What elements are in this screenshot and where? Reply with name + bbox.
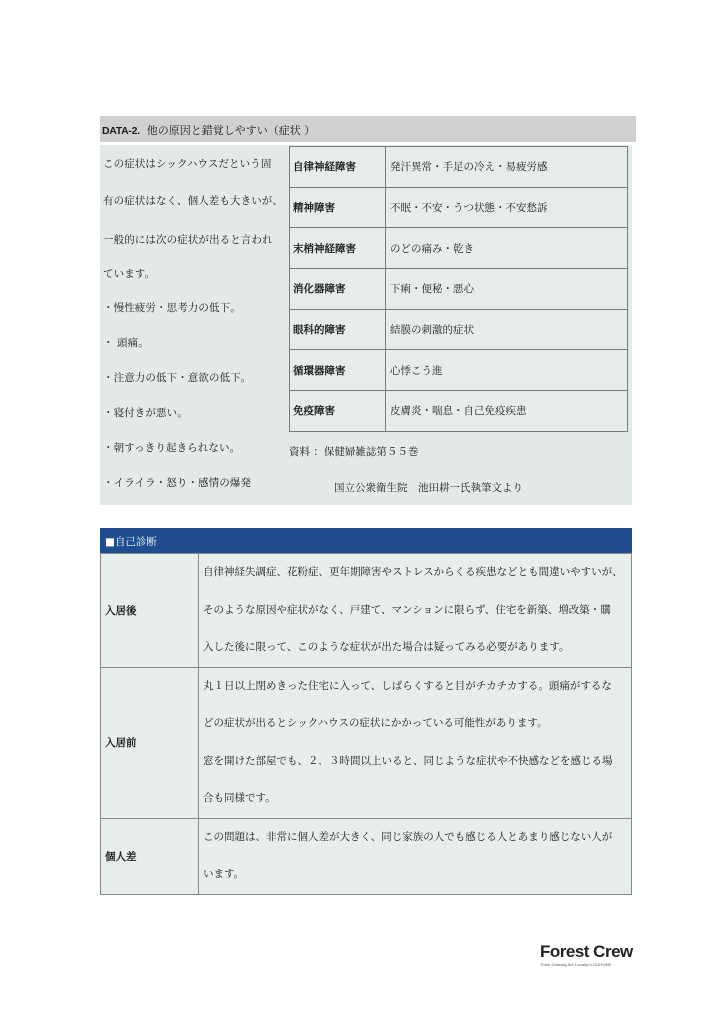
intro-line: ています。: [103, 268, 156, 280]
symptom-category: 精神障害: [290, 187, 386, 228]
symptom-list: 下痢・便秘・悪心: [386, 269, 628, 310]
table-row: [101, 667, 632, 818]
intro-line: 有の症状はなく、個人差も大きいが、: [103, 195, 283, 207]
bullet-item: ・イライラ・怒り・感情の爆発: [103, 477, 252, 489]
description-line: 自律神経失調症、花粉症、更年期障害やストレスからくる疾患などとも間違いやすいが、: [203, 566, 623, 578]
symptom-category: 消化器障害: [290, 269, 386, 310]
symptom-category: 自律神経障害: [290, 147, 386, 188]
description-line: どの症状が出るとシックハウスの症状にかかっている可能性があります。: [203, 717, 548, 729]
symptom-list: 結膜の刺激的症状: [386, 309, 628, 350]
description-line: この問題は、非常に個人差が大きく、同じ家族の人でも感じる人とあまり感じない人が: [203, 830, 613, 843]
row-description: [199, 554, 632, 668]
row-description: [199, 818, 632, 894]
table-row: [290, 269, 628, 310]
symptom-category: 末梢神経障害: [290, 228, 386, 269]
row-description: [199, 667, 632, 818]
table-row: [290, 228, 628, 269]
table-row: [101, 818, 632, 894]
forest-crew-logo: [540, 943, 640, 973]
bullet-item: ・慢性疲労・思考力の低下。: [103, 302, 241, 314]
description-line: 丸１日以上閉めきった住宅に入って、しばらくすると目がチカチカする。頭痛がするな: [203, 679, 612, 692]
row-label: 個人差: [101, 818, 199, 894]
symptom-list: のどの痛み・乾き: [386, 228, 628, 269]
bullet-item: ・朝すっきり起きられない。: [103, 442, 241, 454]
data2-code: DATA-2.: [102, 125, 140, 137]
logo-name: Forest Crew: [540, 942, 633, 961]
source-author: 国立公衆衛生院 池田耕一氏執筆文より: [334, 482, 523, 494]
intro-line: この症状はシックハウスだという固: [103, 158, 272, 170]
description-line: 入した後に限って、このような症状が出た場合は疑ってみる必要があります。: [203, 641, 570, 653]
symptom-list: 発汗異常・手足の冷え・易疲労感: [386, 147, 628, 188]
row-label: 入居後: [101, 554, 199, 668]
symptom-list: 皮膚炎・喘息・自己免疫疾患: [386, 391, 628, 432]
bullet-item: ・ 頭痛。: [103, 337, 149, 349]
description-line: います。: [203, 868, 245, 880]
symptom-list: 不眠・不安・うつ状態・不安愁訴: [386, 187, 628, 228]
description-line: 合も同様です。: [203, 792, 276, 804]
logo-tagline: Think Globally,Act Locally=LOGHOME: [540, 962, 612, 967]
data2-title: 他の原因と錯覚しやすい（症状 ）: [146, 124, 316, 137]
description-line: 窓を開けた部屋でも、２．３時間以上いると、同じような症状や不快感などを感じる場: [203, 754, 613, 767]
table-row: [290, 391, 628, 432]
bullet-item: ・注意力の低下・意欲の低下。: [103, 372, 252, 384]
table-row: [101, 554, 632, 668]
symptom-category: 循環器障害: [290, 350, 386, 391]
source-citation: 資料 ：保健婦雑誌第５５巻: [289, 446, 419, 458]
self-diagnosis-header: ■自己診断: [100, 528, 632, 553]
description-line: そのような原因や症状がなく、戸建て、マンションに限らず、住宅を新築、増改築・購: [203, 603, 611, 616]
bullet-item: ・寝付きが悪い。: [103, 407, 188, 419]
table-row: [290, 147, 628, 188]
self-diagnosis-table: [100, 553, 632, 895]
symptom-list: 心悸こう進: [386, 350, 628, 391]
symptom-category: 眼科的障害: [290, 309, 386, 350]
data2-header: [100, 116, 636, 142]
intro-line: 一般的には次の症状が出ると言われ: [103, 234, 273, 246]
symptom-category: 免疫障害: [290, 391, 386, 432]
symptom-table: [289, 146, 628, 432]
table-row: [290, 187, 628, 228]
table-row: [290, 350, 628, 391]
table-row: [290, 309, 628, 350]
row-label: 入居前: [101, 667, 199, 818]
